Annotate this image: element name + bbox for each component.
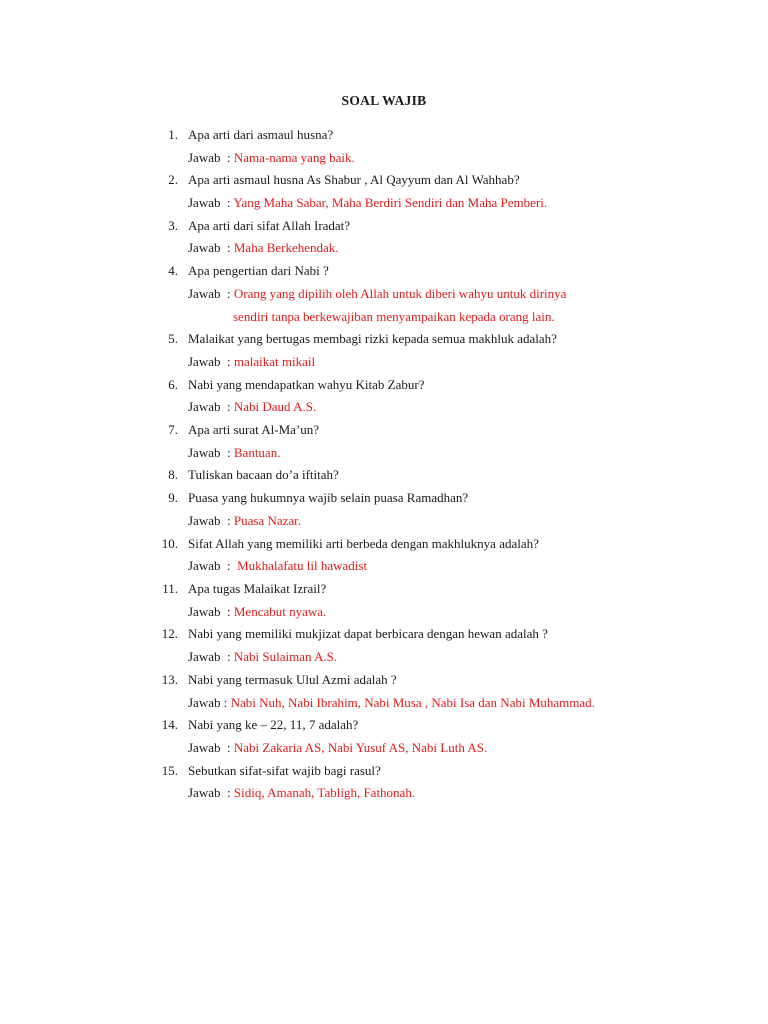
question-text: Sebutkan sifat-sifat wajib bagi rasul? [188, 763, 381, 778]
answer-row [188, 785, 415, 801]
answer-label: Jawab [188, 513, 221, 528]
answer-separator: : [220, 354, 234, 369]
answer-label: Jawab [188, 354, 221, 369]
answer-text: Mencabut nyawa. [233, 604, 327, 619]
answer-row [188, 150, 355, 166]
answer-label: Jawab [188, 604, 221, 619]
question-text: Apa tugas Malaikat Izrail? [188, 581, 327, 596]
question-number: 8. [168, 467, 178, 482]
answer-text: Yang Maha Sabar, Maha Berdiri Sendiri dan Maha Pemberi. [233, 195, 548, 210]
answer-row [188, 354, 315, 370]
question-text: Apa pengertian dari Nabi ? [188, 263, 329, 278]
answer-text: Maha Berkehendak. [233, 240, 339, 255]
answer-separator: : [220, 513, 234, 528]
answer-separator: : [220, 649, 234, 664]
answer-separator: : [220, 695, 231, 710]
answer-text: Bantuan. [233, 445, 281, 460]
question-text: Tuliskan bacaan do’a iftitah? [188, 467, 339, 482]
answer-row [188, 604, 326, 620]
answer-text: Nabi Sulaiman A.S. [233, 649, 338, 664]
question-text: Apa arti dari sifat Allah Iradat? [188, 218, 351, 233]
question-text: Apa arti asmaul husna As Shabur , Al Qayyum dan Al Wahhab? [188, 172, 520, 187]
answer-row [188, 195, 547, 211]
answer-continuation: sendiri tanpa berkewajiban menyampaikan kepada orang lain. [233, 309, 555, 324]
answer-label: Jawab [188, 740, 221, 755]
answer-row [188, 286, 566, 302]
answer-label: Jawab [188, 150, 221, 165]
answer-label: Jawab [188, 445, 221, 460]
answer-label: Jawab [188, 399, 221, 414]
answer-row [188, 399, 316, 415]
question-text: Apa arti surat Al-Ma’un? [188, 422, 320, 437]
answer-text: Nabi Nuh, Nabi Ibrahim, Nabi Musa , Nabi Isa dan Nabi Muhammad. [230, 695, 595, 710]
answer-text: Orang yang dipilih oleh Allah untuk diberi wahyu untuk dirinya [233, 286, 567, 301]
answer-label: Jawab [188, 240, 221, 255]
answer-row [188, 740, 487, 756]
answer-row [188, 240, 339, 256]
answer-text: Sidiq, Amanah, Tabligh, Fathonah. [233, 785, 416, 800]
answer-separator: : [220, 195, 234, 210]
question-number: 1. [168, 127, 178, 142]
answer-text: Puasa Nazar. [233, 513, 302, 528]
answer-separator: : [220, 286, 234, 301]
answer-label: Jawab [188, 695, 221, 710]
page-title: SOAL WAJIB [341, 93, 427, 108]
question-text: Sifat Allah yang memiliki arti berbeda dengan makhluknya adalah? [188, 536, 539, 551]
answer-separator: : [220, 740, 234, 755]
answer-row [188, 558, 367, 574]
answer-text: malaikat mikail [233, 354, 316, 369]
question-text: Puasa yang hukumnya wajib selain puasa Ramadhan? [188, 490, 469, 505]
question-text: Apa arti dari asmaul husna? [188, 127, 334, 142]
answer-row [188, 649, 337, 665]
answer-separator: : [220, 558, 234, 573]
answer-row [188, 513, 301, 529]
answer-separator: : [220, 785, 234, 800]
answer-separator: : [220, 399, 234, 414]
question-number: 9. [168, 490, 178, 505]
answer-label: Jawab [188, 195, 221, 210]
answer-separator: : [220, 445, 234, 460]
question-text: Nabi yang termasuk Ulul Azmi adalah ? [188, 672, 397, 687]
question-number: 15. [161, 763, 178, 778]
question-text: Malaikat yang bertugas membagi rizki kepada semua makhluk adalah? [188, 331, 557, 346]
question-number: 11. [162, 581, 178, 596]
question-text: Nabi yang memiliki mukjizat dapat berbicara dengan hewan adalah ? [188, 626, 548, 641]
answer-row [188, 445, 280, 461]
answer-label: Jawab [188, 558, 221, 573]
answer-label: Jawab [188, 785, 221, 800]
answer-label: Jawab [188, 649, 221, 664]
answer-separator: : [220, 604, 234, 619]
answer-separator: : [220, 150, 234, 165]
question-number: 10. [161, 536, 178, 551]
question-number: 4. [168, 263, 178, 278]
answer-row [188, 695, 595, 711]
answer-text: Nama-nama yang baik. [233, 150, 355, 165]
question-number: 6. [168, 377, 178, 392]
question-number: 14. [161, 717, 178, 732]
question-number: 5. [168, 331, 178, 346]
answer-label: Jawab [188, 286, 221, 301]
question-text: Nabi yang ke – 22, 11, 7 adalah? [188, 717, 359, 732]
question-number: 13. [161, 672, 178, 687]
question-number: 3. [168, 218, 178, 233]
answer-text: Nabi Zakaria AS, Nabi Yusuf AS, Nabi Luth AS. [233, 740, 488, 755]
question-number: 2. [168, 172, 178, 187]
question-number: 7. [168, 422, 178, 437]
question-number: 12. [161, 626, 178, 641]
answer-separator: : [220, 240, 234, 255]
answer-text: Mukhalafatu lil hawadist [233, 558, 368, 573]
question-text: Nabi yang mendapatkan wahyu Kitab Zabur? [188, 377, 425, 392]
answer-text: Nabi Daud A.S. [233, 399, 317, 414]
